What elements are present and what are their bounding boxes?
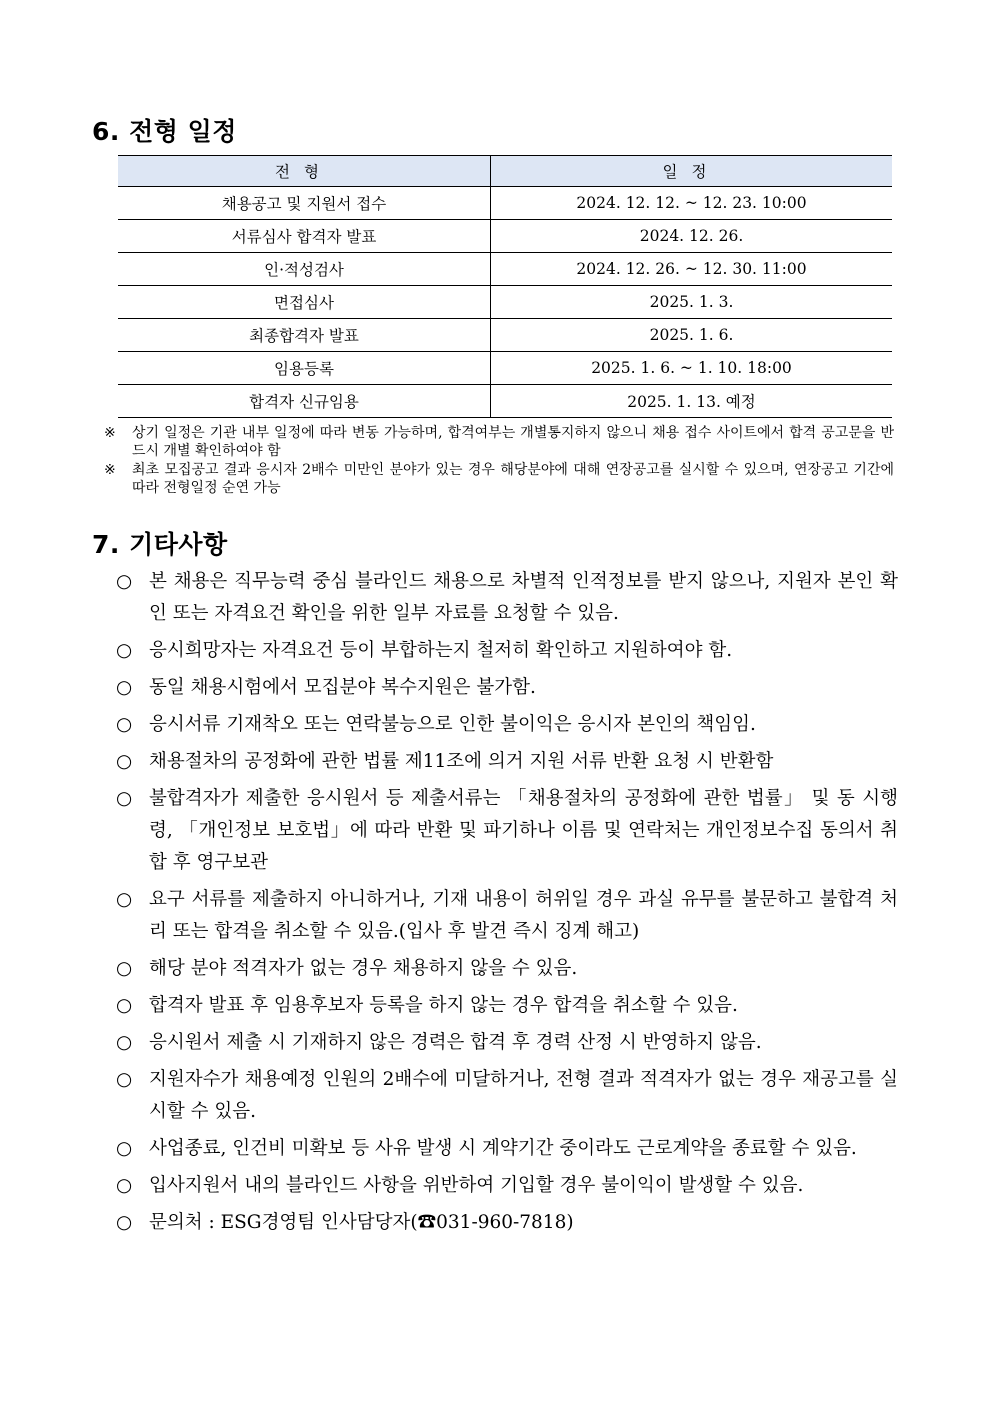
section-7-title: 7. 기타사항 (92, 530, 228, 559)
stage-cell: 면접심사 (118, 286, 491, 319)
section-6-title: 6. 전형 일정 (92, 117, 237, 146)
circle-bullet-icon: ○ (116, 677, 133, 698)
list-item-text: 사업종료, 인건비 미확보 등 사유 발생 시 계약기간 중이라도 근로계약을 종료할 수 있음. (149, 1138, 857, 1159)
list-item-text: 합격자 발표 후 임용후보자 등록을 하지 않는 경우 합격을 취소할 수 있음. (149, 995, 738, 1016)
note-item (104, 425, 894, 460)
circle-bullet-icon: ○ (116, 714, 133, 735)
table-row (118, 385, 892, 418)
list-item (116, 1133, 898, 1165)
date-cell: 2024. 12. 12. ~ 12. 23. 10:00 (491, 187, 893, 220)
list-item (116, 783, 898, 879)
note-item (104, 462, 894, 497)
list-item-text: 채용절차의 공정화에 관한 법률 제11조에 의거 지원 서류 반환 요청 시 반환함 (149, 751, 774, 772)
list-item-text: 불합격자가 제출한 응시원서 등 제출서류는 「채용절차의 공정화에 관한 법률」 및 동 시행령, 「개인정보 보호법」에 따라 반환 및 파기하나 이름 및 연락처는 개인정보수집 동의서 취합 후 영구보관 (149, 788, 898, 873)
list-item-text: 동일 채용시험에서 모집분야 복수지원은 불가함. (149, 677, 536, 698)
header-stage: 전형 (118, 156, 491, 187)
stage-cell: 최종합격자 발표 (118, 319, 491, 352)
note-text: 최초 모집공고 결과 응시자 2배수 미만인 분야가 있는 경우 해당분야에 대해 연장공고를 실시할 수 있으며, 연장공고 기간에 따라 전형일정 순연 가능 (132, 462, 894, 496)
list-item-text: 입사지원서 내의 블라인드 사항을 위반하여 기입할 경우 불이익이 발생할 수 있음. (149, 1175, 804, 1196)
list-item (116, 1170, 898, 1202)
list-item (116, 1064, 898, 1128)
date-cell: 2025. 1. 6. (491, 319, 893, 352)
list-item-text: 해당 분야 적격자가 없는 경우 채용하지 않을 수 있음. (149, 958, 578, 979)
list-item (116, 884, 898, 948)
contact-text: 문의처 : ESG경영팀 인사담당자(☎031-960-7818) (149, 1212, 574, 1233)
list-item-text: 응시서류 기재착오 또는 연락불능으로 인한 불이익은 응시자 본인의 책임임. (149, 714, 756, 735)
date-cell: 2024. 12. 26. ~ 12. 30. 11:00 (491, 253, 893, 286)
header-date: 일정 (491, 156, 893, 187)
note-text: 상기 일정은 기관 내부 일정에 따라 변동 가능하며, 합격여부는 개별통지하지 않으니 채용 접수 사이트에서 합격 공고문을 반드시 개별 확인하여야 함 (132, 425, 894, 459)
list-item (116, 635, 898, 667)
reference-mark-icon: ※ (104, 425, 116, 441)
circle-bullet-icon: ○ (116, 1032, 133, 1053)
table-row (118, 319, 892, 352)
schedule-header-row (118, 156, 892, 187)
list-item-text: 요구 서류를 제출하지 아니하거나, 기재 내용이 허위일 경우 과실 유무를 불문하고 불합격 처리 또는 합격을 취소할 수 있음.(입사 후 발견 즉시 징계 해고) (149, 889, 898, 942)
circle-bullet-icon: ○ (116, 640, 133, 661)
circle-bullet-icon: ○ (116, 995, 133, 1016)
reference-mark-icon: ※ (104, 462, 116, 478)
list-item (116, 672, 898, 704)
table-row (118, 286, 892, 319)
circle-bullet-icon: ○ (116, 889, 133, 910)
notice-list (116, 566, 898, 1244)
table-row (118, 253, 892, 286)
circle-bullet-icon: ○ (116, 1069, 133, 1090)
list-item (116, 746, 898, 778)
stage-cell: 인·적성검사 (118, 253, 491, 286)
list-item (116, 1027, 898, 1059)
date-cell: 2024. 12. 26. (491, 220, 893, 253)
stage-cell: 채용공고 및 지원서 접수 (118, 187, 491, 220)
list-item-text: 응시희망자는 자격요건 등이 부합하는지 철저히 확인하고 지원하여야 함. (149, 640, 733, 661)
table-row (118, 352, 892, 385)
list-item (116, 566, 898, 630)
circle-bullet-icon: ○ (116, 751, 133, 772)
stage-cell: 임용등록 (118, 352, 491, 385)
circle-bullet-icon: ○ (116, 1175, 133, 1196)
stage-cell: 합격자 신규임용 (118, 385, 491, 418)
circle-bullet-icon: ○ (116, 571, 133, 592)
table-row (118, 220, 892, 253)
circle-bullet-icon: ○ (116, 1212, 133, 1233)
stage-cell: 서류심사 합격자 발표 (118, 220, 491, 253)
list-item-text: 본 채용은 직무능력 중심 블라인드 채용으로 차별적 인적정보를 받지 않으나, 지원자 본인 확인 또는 자격요건 확인을 위한 일부 자료를 요청할 수 있음. (149, 571, 898, 624)
table-row (118, 187, 892, 220)
circle-bullet-icon: ○ (116, 788, 133, 809)
list-item (116, 990, 898, 1022)
schedule-notes (104, 425, 894, 499)
date-cell: 2025. 1. 3. (491, 286, 893, 319)
date-cell: 2025. 1. 6. ~ 1. 10. 18:00 (491, 352, 893, 385)
list-item-text: 지원자수가 채용예정 인원의 2배수에 미달하거나, 전형 결과 적격자가 없는 경우 재공고를 실시할 수 있음. (149, 1069, 898, 1122)
schedule-table (118, 155, 892, 418)
circle-bullet-icon: ○ (116, 958, 133, 979)
circle-bullet-icon: ○ (116, 1138, 133, 1159)
list-item (116, 953, 898, 985)
list-item (116, 709, 898, 741)
list-item (116, 1207, 898, 1239)
list-item-text: 응시원서 제출 시 기재하지 않은 경력은 합격 후 경력 산정 시 반영하지 않음. (149, 1032, 762, 1053)
date-cell: 2025. 1. 13. 예정 (491, 385, 893, 418)
